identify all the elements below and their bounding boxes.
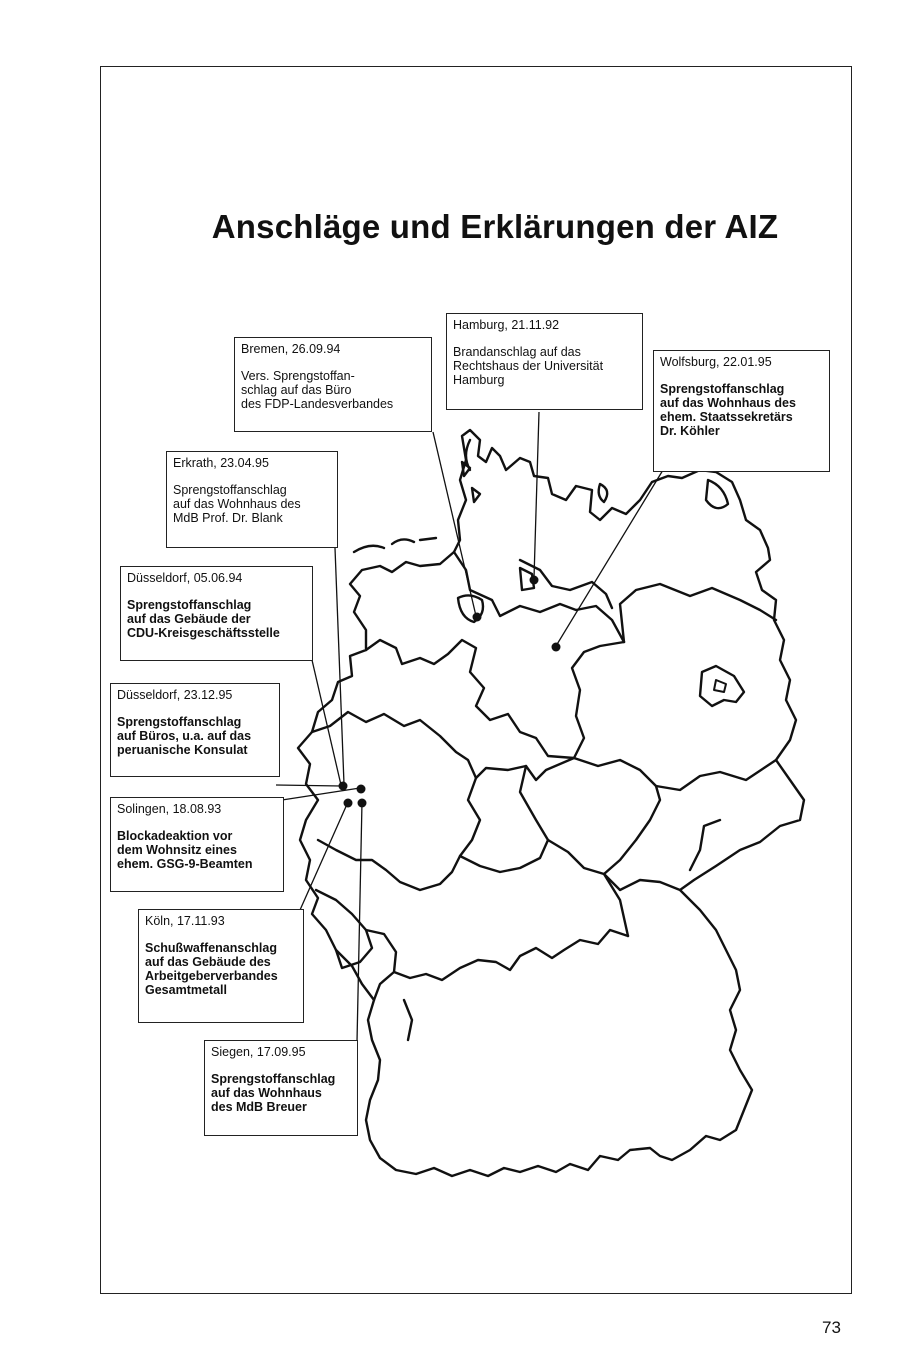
event-place-date: Hamburg, 21.11.92	[453, 318, 560, 332]
event-box-koeln	[138, 909, 304, 1023]
map-title: Anschläge und Erklärungen der AIZ	[211, 208, 779, 245]
event-box-hamburg	[446, 313, 643, 410]
event-box-siegen	[204, 1040, 358, 1136]
marker-koeln	[344, 799, 353, 808]
event-box-duesseldorf-1	[120, 566, 313, 661]
event-description: Sprengstoffanschlag auf das Wohnhaus des ehem. Staatssekretärs Dr. Köhler	[660, 382, 796, 438]
event-place-date: Bremen, 26.09.94	[241, 342, 341, 356]
marker-erkrath	[357, 785, 366, 794]
marker-hamburg	[530, 576, 539, 585]
marker-solingen	[358, 799, 367, 808]
event-description: Sprengstoffanschlag auf das Wohnhaus des MdB Prof. Dr. Blank	[173, 483, 301, 525]
event-place-date: Köln, 17.11.93	[145, 914, 225, 928]
event-place-date: Siegen, 17.09.95	[211, 1045, 306, 1059]
page-number: 73	[822, 1318, 841, 1337]
event-description: Sprengstoffanschlag auf Büros, u.a. auf das peruanische Konsulat	[117, 715, 252, 757]
event-box-duesseldorf-2	[110, 683, 280, 777]
event-description: Schußwaffenanschlag auf das Gebäude des Arbeitgeberverbandes Gesamtmetall	[145, 941, 278, 997]
event-place-date: Düsseldorf, 23.12.95	[117, 688, 233, 702]
event-description: Brandanschlag auf das Rechtshaus der Universität Hamburg	[453, 345, 604, 387]
event-box-solingen	[110, 797, 284, 892]
event-place-date: Erkrath, 23.04.95	[173, 456, 269, 470]
marker-wolfsburg	[552, 643, 561, 652]
event-place-date: Wolfsburg, 22.01.95	[660, 355, 772, 369]
event-box-wolfsburg	[653, 350, 830, 472]
event-place-date: Solingen, 18.08.93	[117, 802, 222, 816]
marker-duesseldorf	[339, 782, 348, 791]
marker-bremen	[473, 613, 482, 622]
event-place-date: Düsseldorf, 05.06.94	[127, 571, 243, 585]
event-box-bremen	[234, 337, 432, 432]
event-description: Blockadeaktion vor dem Wohnsitz eines ehem. GSG-9-Beamten	[117, 829, 253, 871]
event-description: Sprengstoffanschlag auf das Gebäude der CDU-Kreisgeschäftsstelle	[127, 598, 280, 640]
event-description: Vers. Sprengstoffan- schlag auf das Büro des FDP-Landesverbandes	[241, 369, 394, 411]
event-description: Sprengstoffanschlag auf das Wohnhaus des MdB Breuer	[211, 1072, 336, 1114]
event-box-erkrath	[166, 451, 338, 548]
